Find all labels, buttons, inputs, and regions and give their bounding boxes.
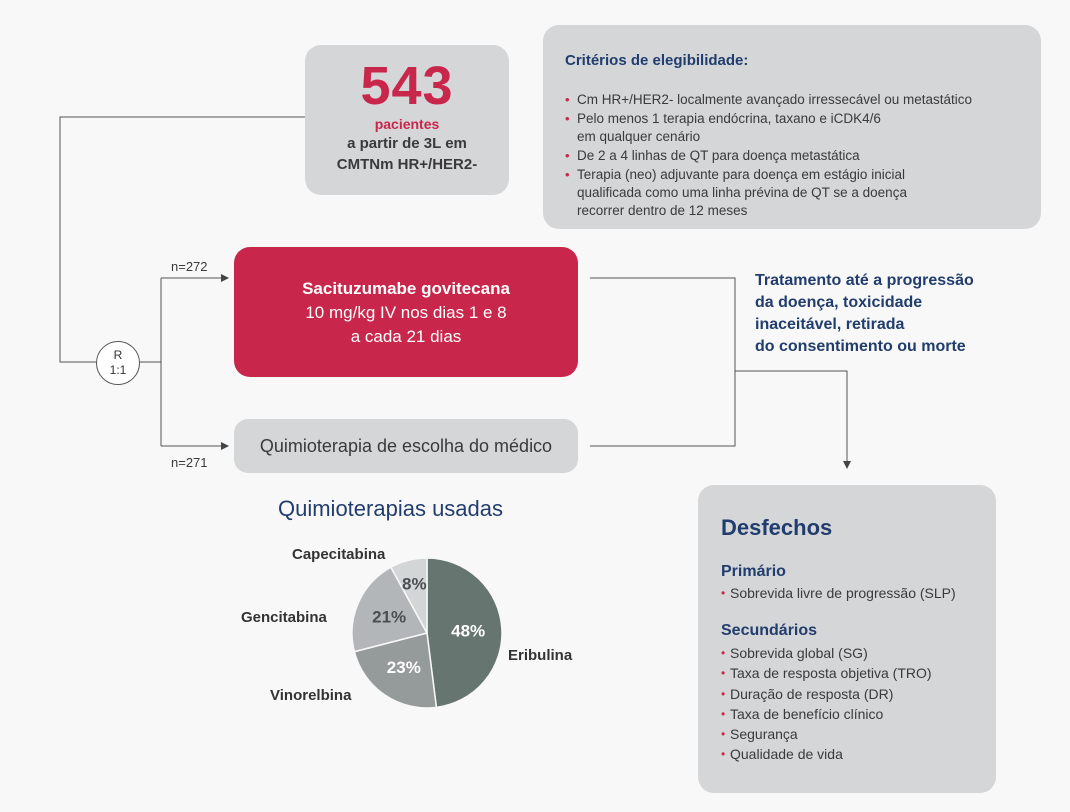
secondary-title: Secundários	[721, 622, 818, 639]
pie-legend-gencitabina: Gencitabina	[241, 609, 327, 626]
list-item: • Sobrevida global (SG)	[721, 643, 932, 663]
bullet-icon: •	[565, 148, 570, 163]
eligibility-criteria-box	[543, 25, 1041, 229]
bullet-icon: •	[565, 111, 570, 126]
pie-legend-capecitabina: Capecitabina	[292, 546, 386, 563]
primary-list	[721, 583, 956, 603]
pie-value-label: 48%	[451, 621, 486, 641]
randomization-ratio: 1:1	[109, 363, 127, 377]
connector-sacituzumab-out	[590, 278, 735, 446]
pie-value-label: 23%	[386, 658, 421, 678]
bullet-icon: •	[721, 666, 726, 681]
pie-title: Quimioterapias usadas	[278, 496, 504, 521]
list-item: • Duração de resposta (DR)	[721, 684, 932, 704]
pie-legend-eribulina: Eribulina	[508, 647, 573, 664]
secondary-list	[721, 643, 932, 765]
criteria-list	[563, 91, 972, 221]
pie-value-label: 21%	[372, 607, 407, 627]
bullet-icon: •	[721, 646, 726, 660]
sacituzumab-dose: 10 mg/kg IV nos dias 1 e 8	[305, 303, 507, 322]
patients-desc-line2: CMTNm HR+/HER2-	[336, 156, 478, 173]
criteria-item: • De 2 a 4 linhas de QT para doença metastática	[565, 148, 860, 163]
randomization-r: R	[113, 348, 123, 362]
sacituzumab-drug-name: Sacituzumabe govitecana	[302, 279, 510, 298]
arm1-n-label: n=272	[171, 259, 208, 274]
pie-legend-vinorelbina: Vinorelbina	[270, 687, 352, 704]
list-item: • Segurança	[721, 724, 932, 744]
outcomes-box	[698, 485, 996, 793]
list-item: • Taxa de resposta objetiva (TRO)	[721, 663, 932, 683]
bullet-icon: •	[721, 747, 726, 762]
chemo-pie-chart	[340, 553, 520, 723]
bullet-icon: •	[565, 92, 570, 107]
chemo-arm-box: Quimioterapia de escolha do médico	[234, 419, 578, 473]
outcomes-title: Desfechos	[721, 515, 833, 540]
criteria-item: • Pelo menos 1 terapia endócrina, taxano e iCDK4/6 em qualquer cenário	[565, 111, 881, 144]
list-item: • Sobrevida livre de progressão (SLP)	[721, 583, 956, 603]
list-item: • Qualidade de vida	[721, 744, 932, 764]
criteria-item: • Cm HR+/HER2- localmente avançado irressecável ou metastático	[565, 92, 973, 107]
pie-value-label: 8%	[402, 574, 427, 594]
bullet-icon: •	[721, 686, 726, 701]
sacituzumab-schedule: a cada 21 dias	[350, 327, 462, 346]
primary-title: Primário	[721, 563, 786, 580]
bullet-icon: •	[721, 706, 726, 721]
criteria-title: Critérios de elegibilidade:	[565, 52, 749, 69]
bullet-icon: •	[721, 727, 726, 742]
bullet-icon: •	[721, 586, 726, 600]
treatment-note: Tratamento até a progressão da doença, toxicidade inaceitável, retirada do consentimento ou morte	[755, 272, 974, 355]
criteria-item: • Terapia (neo) adjuvante para doença em estágio inicial qualificada como uma linha prévina de QT se a doença recorrer dentro de 12 meses	[565, 167, 907, 218]
patients-desc-line1: a partir de 3L em	[347, 135, 467, 152]
randomization-node	[96, 341, 140, 385]
patients-count: 543	[360, 56, 454, 116]
list-item: • Taxa de benefício clínico	[721, 704, 932, 724]
connector-to-outcomes	[735, 371, 847, 468]
bullet-icon: •	[565, 167, 570, 182]
arm2-n-label: n=271	[171, 455, 208, 470]
patients-label: pacientes	[374, 116, 440, 132]
sacituzumab-arm-box	[234, 247, 578, 377]
patients-box	[305, 45, 509, 195]
